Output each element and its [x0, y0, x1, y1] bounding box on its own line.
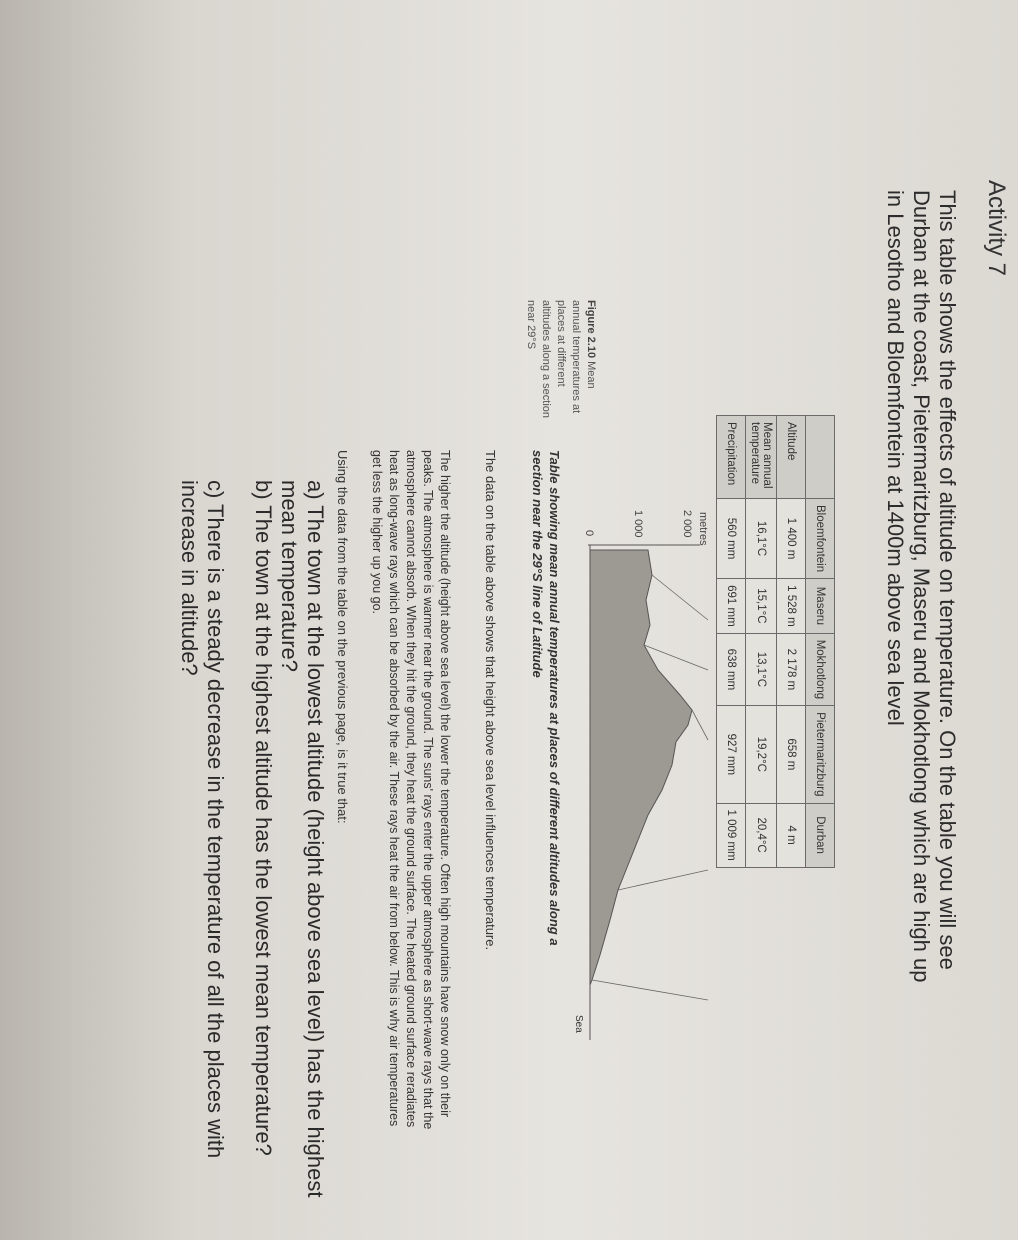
table-header-cell — [806, 416, 835, 499]
altitude-cross-section-figure — [558, 480, 718, 1080]
figure-caption — [523, 300, 598, 420]
table-caption: Table showing mean annual temperatures at places of different altitudes along a section near the 29°S line of Latitude — [530, 450, 562, 946]
terrain-profile — [590, 550, 692, 985]
intro-paragraph: This table shows the effects of altitude on temperature. On the table you will see Durban at the coast, Pietermaritzburg, Maseru and Mokhotlong which are high up in Lesotho and Bloemfontein at 1400m above sea level — [883, 190, 960, 983]
table-cell: 1 400 m — [777, 499, 806, 579]
table-row-temperature — [746, 416, 777, 868]
climate-data-table — [716, 415, 835, 868]
table-cell: 2 178 m — [777, 633, 806, 705]
table-header-cell: Bloemfontein — [806, 499, 835, 579]
table-cell: 1 528 m — [777, 579, 806, 634]
table-header-cell: Pietermaritzburg — [806, 706, 835, 803]
axis-unit-label: metres — [697, 512, 709, 546]
tick-label-1000: 1 000 — [632, 510, 644, 538]
table-cell: 4 m — [777, 803, 806, 867]
table-cell: 13,1°C — [746, 633, 777, 705]
question-a: a) The town at the lowest altitude (height above sea level) has the highest mean temperature? — [277, 480, 328, 1198]
question-c: c) There is a steady decrease in the temperature of all the places with increase in altitude? — [177, 480, 228, 1159]
question-b: b) The town at the highest altitude has the lowest mean temperature? — [251, 480, 276, 1156]
table-header-cell: Maseru — [806, 579, 835, 634]
leader-line-mokhotlong — [692, 710, 708, 740]
leader-line-bloemfontein — [652, 575, 708, 620]
table-cell: 560 mm — [717, 499, 746, 579]
table-cell: 16,1°C — [746, 499, 777, 579]
table-cell: 20,4°C — [746, 803, 777, 867]
figure-number: Figure 2.10 — [585, 300, 597, 359]
row-label: Altitude — [777, 416, 806, 499]
leader-line-pietermaritzburg — [618, 870, 708, 890]
table-header-cell: Mokhotlong — [806, 633, 835, 705]
table-header-row — [806, 416, 835, 868]
paragraph-2: The higher the altitude (height above sea level) the lower the temperature. Often high mountains have snow only on their peaks. The atmosphere is warmer near the ground. The suns' rays enter the upper atmosphere as short-wave rays that the atmosphere cannot absorb. When they hit the ground, they heat the ground surface. The heated ground surface reradiates heat as long-wave rays which can be absorbed by the air. These rays heat the air from below. This is why air temperatures get less the higher up you go. — [370, 450, 452, 1130]
sea-label: Sea — [573, 1015, 584, 1033]
tick-label-0: 0 — [583, 530, 595, 537]
paragraph-1: The data on the table above shows that height above sea level influences temperature. — [483, 450, 498, 951]
table-cell: 15,1°C — [746, 579, 777, 634]
table-cell: 658 m — [777, 706, 806, 803]
paragraph-3: Using the data from the table on the previous page, is it true that: — [335, 450, 350, 824]
table-cell: 638 mm — [717, 633, 746, 705]
row-label: Precipitation — [717, 416, 746, 499]
figure-caption-text: Mean annual temperatures at places at different altitudes along a section near 29°S — [525, 300, 597, 419]
row-label: Mean annual temperature — [746, 416, 777, 499]
table-cell: 1 009 mm — [717, 803, 746, 867]
table-header-cell: Durban — [806, 803, 835, 867]
table-row-altitude — [777, 416, 806, 868]
table-cell: 691 mm — [717, 579, 746, 634]
table-row-precipitation — [717, 416, 746, 868]
leader-line-durban — [592, 980, 708, 1000]
table-cell: 19,2°C — [746, 706, 777, 803]
tick-label-2000: 2 000 — [681, 510, 693, 538]
activity-title: Activity 7 — [983, 180, 1010, 277]
table-cell: 927 mm — [717, 706, 746, 803]
